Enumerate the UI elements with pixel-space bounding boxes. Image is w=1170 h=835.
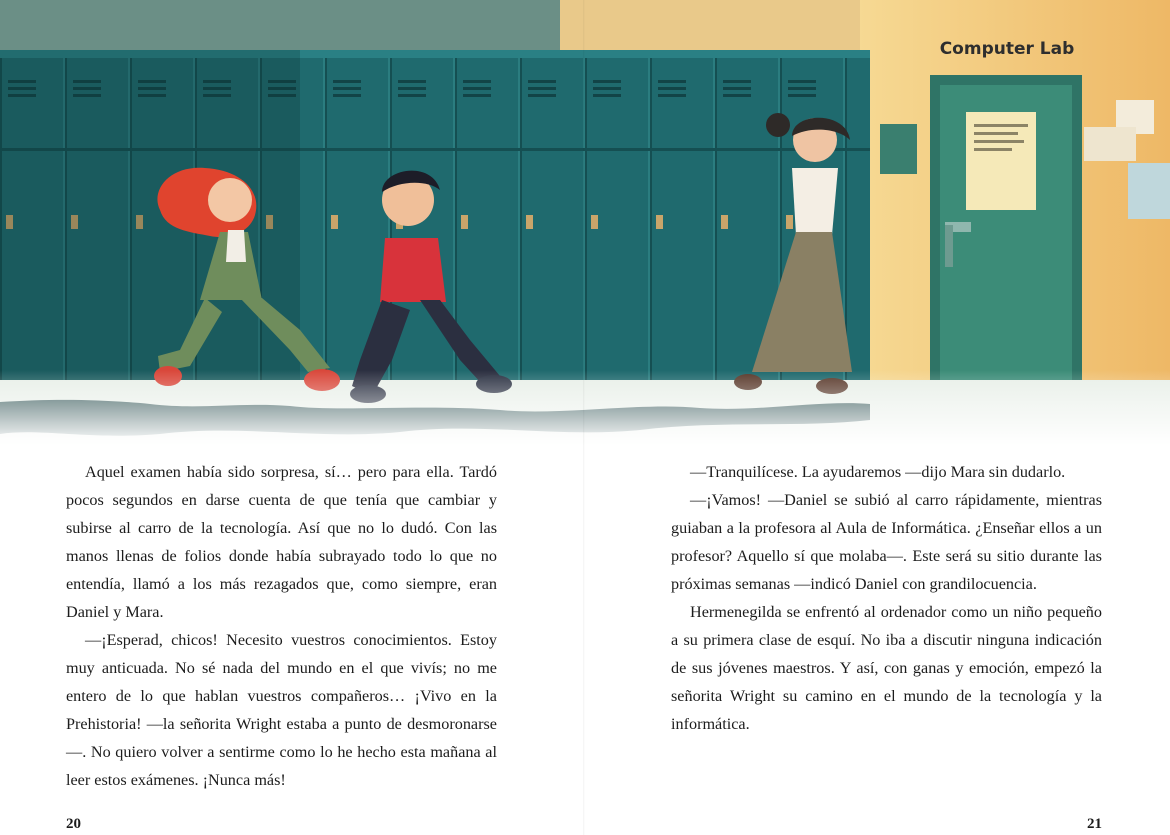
page-number-right: 21 (1087, 816, 1102, 832)
door-sign: Computer Lab (939, 39, 1075, 59)
page-number-left: 20 (66, 816, 81, 832)
book-gutter (583, 0, 585, 835)
lockers (0, 50, 870, 385)
paragraph: —¡Vamos! —Daniel se subió al carro rápidamente, mientras guiaban a la profesora al Aula de Informática. ¿Enseñar ellos a un profesor? Aquello sí que molaba—. Este será su sitio durante las próximas semanas —indicó Daniel con grandilocuencia. (671, 491, 1102, 593)
bottom-fade (0, 370, 1170, 445)
left-page-text (66, 458, 497, 794)
lab-door (930, 75, 1082, 395)
paragraph: —Tranquilícese. La ayudaremos —dijo Mara sin dudarlo. (690, 463, 1066, 481)
paragraph: Aquel examen había sido sorpresa, sí… pero para ella. Tardó pocos segundos en darse cuenta de que tenía que cambiar y subirse al carro de la tecnología. Así que no lo dudó. Con las manos llenas de folios donde había subrayado todo lo que no entendía, llamó a los más rezagados que, como siempre, eran Daniel y Mara. (66, 463, 497, 621)
right-page-text (671, 458, 1102, 738)
intercom-box (880, 124, 917, 174)
paragraph: —¡Esperad, chicos! Necesito vuestros conocimientos. Estoy muy anticuada. No sé nada del mundo en el que vivís; no me entero de lo que hablan vuestros compañeros… ¡Vivo en la Prehistoria! —la señorita Wright estaba a punto de desmoronarse—. No quiero volver a sentirme como lo he hecho esta mañana al leer estos exámenes. ¡Nunca más! (66, 631, 497, 789)
paragraph: Hermenegilda se enfrentó al ordenador como un niño pequeño a su primera clase de esquí. No iba a discutir ninguna indicación de sus jóvenes maestros. Y así, con ganas y emoción, empezó la señorita Wright su camino en el mundo de la tecnología y la informática. (671, 603, 1102, 733)
